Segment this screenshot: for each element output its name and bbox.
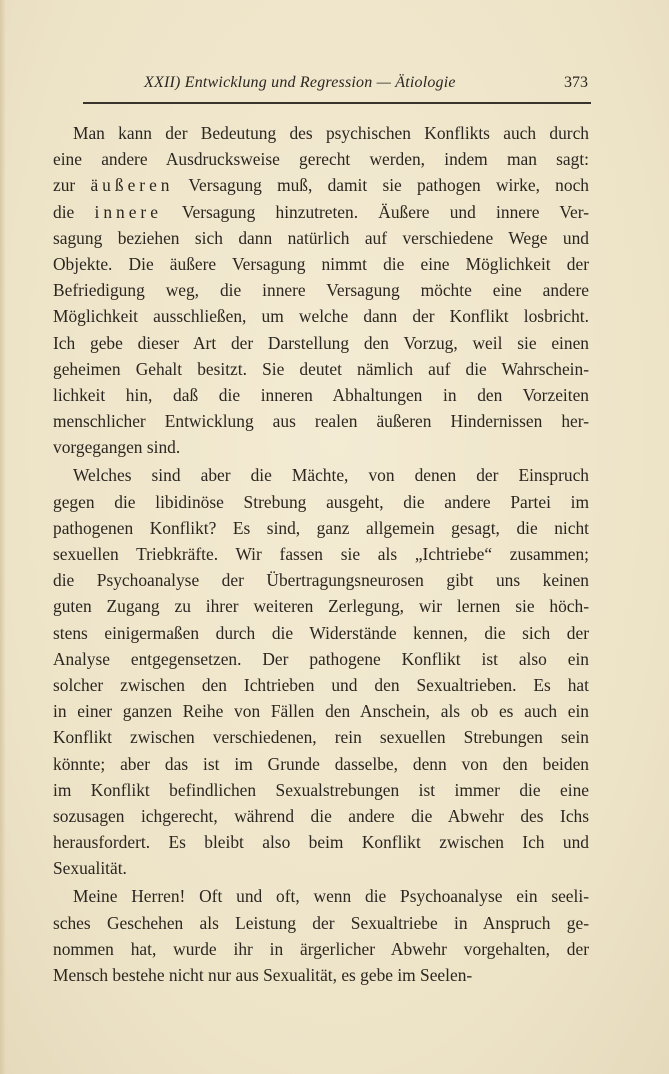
running-header [118,74,590,98]
text-line: Befriedigung weg, die innere Versagung möchte eine andere [53,280,589,301]
text-line: menschlicher Entwicklung aus realen äußeren Hindernissen her- [53,411,589,432]
text-line: Mensch bestehe nicht nur aus Sexualität, es gebe im Seelen- [53,965,473,985]
text-line: Analyse entgegensetzen. Der pathogene Konflikt ist also ein [53,648,589,669]
line-segment: zur [53,175,91,196]
text-line [53,199,589,225]
text-line: Ich gebe dieser Art der Darstellung den Vorzug, weil sie einen [53,332,589,353]
line-segment: Versagung hinzutreten. Äußere und innere Ver- [161,201,589,222]
text-line: Welches sind aber die Mächte, von denen der Einspruch [73,465,589,486]
page-edge-shadow [0,0,6,1074]
text-line: Objekte. Die äußere Versagung nimmt die eine Möglichkeit der [53,253,589,274]
text-line: nommen hat, wurde ihr in ärgerlicher Abwehr vorgehalten, der [53,938,589,959]
text-line: sagung beziehen sich dann natürlich auf verschiedene Wege und [53,227,589,248]
text-line: Meine Herren! Oft und oft, wenn die Psychoanalyse ein seeli- [73,886,589,907]
text-line: stens einigermaßen durch die Widerstände kennen, die sich der [53,622,589,643]
header-rule [83,102,591,104]
text-line: herausfordert. Es bleibt also beim Konflikt zwischen Ich und [53,832,589,853]
text-line: pathogenen Konflikt? Es sind, ganz allgemein gesagt, die nicht [53,517,589,538]
paragraph [53,883,589,988]
text-line: guten Zugang zu ihrer weiteren Zerlegung, wir lernen sie höch- [53,596,589,617]
text-line: Möglichkeit ausschließen, um welche dann der Konflikt losbricht. [53,306,589,327]
paragraph [53,120,589,460]
text-line: sches Geschehen als Leistung der Sexualtriebe in Anspruch ge- [53,912,589,933]
text-line: vorgegangen sind. [53,437,181,458]
text-line: lichkeit hin, daß die inneren Abhaltungen in den Vorzeiten [53,384,589,405]
text-line [53,172,589,198]
text-line: die Psychoanalyse der Übertragungsneurosen gibt uns keinen [53,570,589,591]
emphasized-word: innere [94,201,162,222]
body-text [53,120,589,988]
text-line: sexuellen Triebkräfte. Wir fassen sie als „Ichtriebe“ zusammen; [53,544,589,564]
text-line: sozusagen ichgerecht, während die andere die Abwehr des Ichs [53,805,589,826]
text-line: in einer ganzen Reihe von Fällen den Anschein, als ob es auch ein [53,701,589,722]
text-line: könnte; aber das ist im Grunde dasselbe, denn von den beiden [53,753,589,774]
line-segment: Versagung muß, damit sie pathogen wirke, noch [173,175,589,196]
text-line: Sexualität. [53,858,127,879]
page-number: 373 [564,74,588,91]
text-line: geheimen Gehalt besitzt. Sie deutet nämlich auf die Wahrschein- [53,358,589,379]
text-line: Konflikt zwischen verschiedenen, rein sexuellen Strebungen sein [53,727,589,748]
text-line: solcher zwischen den Ichtrieben und den Sexualtrieben. Es hat [53,674,589,695]
text-line: gegen die libidinöse Strebung ausgeht, die andere Partei im [53,491,589,512]
text-line: Man kann der Bedeutung des psychischen Konflikts auch durch [73,123,589,143]
emphasized-word: äußeren [90,175,174,196]
paragraph [53,462,589,881]
running-title: XXII) Entwicklung und Regression — Ätiologie [144,74,456,91]
text-line: eine andere Ausdrucksweise gerecht werden, indem man sagt: [53,149,589,170]
text-line: im Konflikt befindlichen Sexualstrebungen ist immer die eine [53,779,589,800]
line-segment: die [53,201,95,222]
